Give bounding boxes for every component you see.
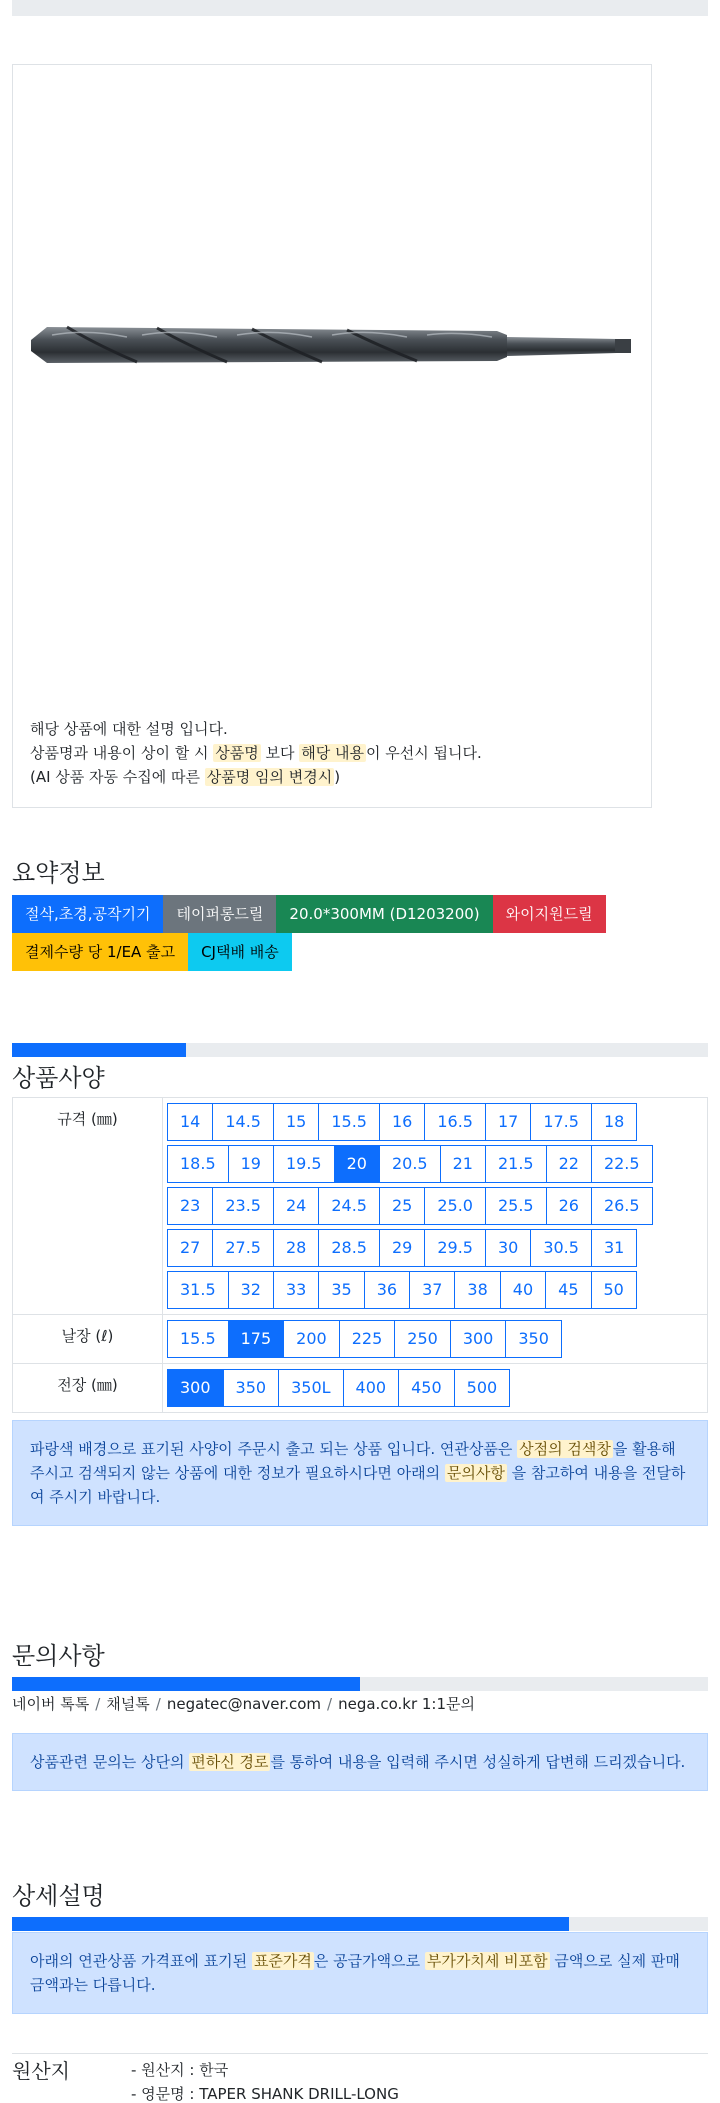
origin-label: 원산지 bbox=[12, 2059, 70, 2083]
summary-badges-row-1 bbox=[12, 895, 606, 933]
size-option[interactable]: 14.5 bbox=[212, 1103, 274, 1141]
summary-title: 요약정보 bbox=[12, 859, 105, 887]
size-option[interactable]: 26 bbox=[546, 1187, 592, 1225]
notice-text: 을 활용해 주시고 검색되지 않는 상품에 대한 정보가 필요하시다면 아래의 bbox=[30, 1440, 676, 1482]
inquiry-progress bbox=[12, 1677, 708, 1691]
spec-label-total: 전장 (㎜) bbox=[13, 1364, 163, 1412]
blade-option[interactable]: 225 bbox=[339, 1320, 396, 1358]
size-option[interactable]: 25.0 bbox=[424, 1187, 486, 1225]
size-option[interactable]: 15 bbox=[273, 1103, 319, 1141]
size-option[interactable]: 38 bbox=[454, 1271, 500, 1309]
size-option[interactable]: 20.5 bbox=[379, 1145, 441, 1183]
total-option[interactable]: 350L bbox=[278, 1369, 343, 1407]
notice-text: 금액으로 실제 판매금액과는 다릅니다. bbox=[30, 1952, 680, 1994]
desc-line-1: 해당 상품에 대한 설명 입니다. bbox=[30, 720, 228, 738]
drill-image bbox=[27, 315, 639, 375]
size-option[interactable]: 17 bbox=[485, 1103, 531, 1141]
spec-progress-fill bbox=[12, 1043, 186, 1057]
size-option[interactable]: 23 bbox=[167, 1187, 213, 1225]
total-option[interactable]: 350 bbox=[223, 1369, 280, 1407]
size-row bbox=[167, 1145, 707, 1183]
desc-line-2 bbox=[30, 741, 482, 765]
size-option[interactable]: 27 bbox=[167, 1229, 213, 1267]
size-option[interactable]: 24 bbox=[273, 1187, 319, 1225]
spec-row-total bbox=[12, 1364, 708, 1413]
spec-row-blade bbox=[12, 1315, 708, 1364]
inquiry-progress-fill bbox=[12, 1677, 360, 1691]
size-option[interactable]: 18 bbox=[591, 1103, 637, 1141]
blade-option[interactable]: 15.5 bbox=[167, 1320, 229, 1358]
notice-text: 상품관련 문의는 상단의 bbox=[30, 1753, 190, 1771]
size-option[interactable]: 29.5 bbox=[424, 1229, 486, 1267]
notice-text: 은 공급가액으로 bbox=[313, 1952, 425, 1970]
size-option[interactable]: 50 bbox=[591, 1271, 637, 1309]
contact-email[interactable]: negatec@naver.com bbox=[166, 1695, 322, 1713]
summary-badge: 20.0*300MM (D1203200) bbox=[276, 895, 492, 933]
desc-text: (AI 상품 자동 수집에 따른 bbox=[30, 768, 205, 786]
size-option[interactable]: 36 bbox=[364, 1271, 410, 1309]
total-option[interactable]: 500 bbox=[454, 1369, 511, 1407]
size-option[interactable]: 24.5 bbox=[318, 1187, 380, 1225]
size-option[interactable]: 21 bbox=[440, 1145, 486, 1183]
blade-option[interactable]: 250 bbox=[394, 1320, 451, 1358]
spec-notice bbox=[12, 1420, 708, 1526]
notice-text: 파랑색 배경으로 표기된 사양이 주문시 출고 되는 상품 입니다. 연관상품은 bbox=[30, 1440, 518, 1458]
size-option[interactable]: 14 bbox=[167, 1103, 213, 1141]
origin-item: - 원산지 : 한국 bbox=[131, 2061, 229, 2079]
desc-text: 이 우선시 됩니다. bbox=[365, 744, 482, 762]
size-option[interactable]: 40 bbox=[500, 1271, 546, 1309]
highlight-name-change: 상품명 임의 변경시 bbox=[206, 768, 333, 786]
summary-badges-row-2 bbox=[12, 933, 292, 971]
spec-label-blade: 날장 (ℓ) bbox=[13, 1315, 163, 1363]
size-option[interactable]: 25.5 bbox=[485, 1187, 547, 1225]
size-option[interactable]: 25 bbox=[379, 1187, 425, 1225]
size-option[interactable]: 26.5 bbox=[591, 1187, 653, 1225]
highlight-standard-price: 표준가격 bbox=[253, 1952, 312, 1970]
origin-list bbox=[131, 2058, 399, 2103]
total-row bbox=[167, 1369, 707, 1407]
highlight-search: 상점의 검색창 bbox=[519, 1440, 611, 1458]
desc-text: 상품명과 내용이 상이 할 시 bbox=[30, 744, 214, 762]
size-option[interactable]: 28.5 bbox=[318, 1229, 380, 1267]
size-option[interactable]: 16.5 bbox=[424, 1103, 486, 1141]
top-bar bbox=[12, 0, 708, 16]
spec-row-size bbox=[12, 1098, 708, 1315]
total-options bbox=[163, 1364, 707, 1412]
detail-notice bbox=[12, 1932, 708, 2014]
size-option[interactable]: 32 bbox=[228, 1271, 274, 1309]
detail-title: 상세설명 bbox=[12, 1882, 105, 1910]
highlight-inquiry: 문의사항 bbox=[446, 1464, 505, 1482]
product-description bbox=[30, 717, 482, 789]
highlight-route: 편하신 경로 bbox=[191, 1753, 269, 1771]
size-option[interactable]: 21.5 bbox=[485, 1145, 547, 1183]
contact-site-inquiry[interactable]: nega.co.kr 1:1문의 bbox=[338, 1695, 475, 1713]
size-option[interactable]: 16 bbox=[379, 1103, 425, 1141]
blade-options bbox=[163, 1315, 707, 1363]
size-option[interactable]: 19.5 bbox=[273, 1145, 335, 1183]
size-row bbox=[167, 1103, 707, 1141]
inquiry-title: 문의사항 bbox=[12, 1642, 105, 1670]
contact-links bbox=[12, 1693, 475, 1714]
size-option[interactable]: 35 bbox=[318, 1271, 364, 1309]
summary-badge: 절삭,초경,공작기기 bbox=[12, 895, 163, 933]
notice-text: 을 참고하여 내용을 전달하여 주시기 바랍니다. bbox=[30, 1464, 686, 1506]
size-option[interactable]: 31 bbox=[591, 1229, 637, 1267]
size-row bbox=[167, 1187, 707, 1225]
size-row bbox=[167, 1229, 707, 1267]
total-option[interactable]: 300 bbox=[167, 1369, 224, 1407]
blade-option[interactable]: 300 bbox=[450, 1320, 507, 1358]
notice-text: 를 통하여 내용을 입력해 주시면 성실하게 답변해 드리겠습니다. bbox=[270, 1753, 686, 1771]
size-option[interactable]: 33 bbox=[273, 1271, 319, 1309]
blade-option[interactable]: 175 bbox=[228, 1320, 285, 1358]
size-option[interactable]: 31.5 bbox=[167, 1271, 229, 1309]
summary-badge: 와이지원드릴 bbox=[493, 895, 606, 933]
product-image-card bbox=[12, 64, 652, 808]
spec-label-size: 규격 (㎜) bbox=[13, 1098, 163, 1314]
size-option[interactable]: 15.5 bbox=[318, 1103, 380, 1141]
spec-title: 상품사양 bbox=[12, 1064, 105, 1092]
contact-naver-talk[interactable]: 네이버 톡톡 bbox=[12, 1695, 90, 1713]
summary-badge: CJ택배 배송 bbox=[188, 933, 292, 971]
size-option[interactable]: 20 bbox=[334, 1145, 380, 1183]
inquiry-notice bbox=[12, 1733, 708, 1791]
size-option[interactable]: 22.5 bbox=[591, 1145, 653, 1183]
detail-progress bbox=[12, 1917, 708, 1931]
size-option[interactable]: 28 bbox=[273, 1229, 319, 1267]
total-option[interactable]: 450 bbox=[398, 1369, 455, 1407]
size-row bbox=[167, 1271, 707, 1309]
notice-text: 아래의 연관상품 가격표에 표기된 bbox=[30, 1952, 252, 1970]
origin-divider bbox=[12, 2053, 708, 2054]
highlight-product-name: 상품명 bbox=[215, 744, 259, 762]
size-option[interactable]: 18.5 bbox=[167, 1145, 229, 1183]
size-option[interactable]: 30.5 bbox=[530, 1229, 592, 1267]
summary-badge: 테이퍼롱드릴 bbox=[163, 895, 276, 933]
origin-item: - 영문명 : TAPER SHANK DRILL-LONG bbox=[131, 2085, 399, 2103]
desc-line-3 bbox=[30, 765, 482, 789]
size-option[interactable]: 23.5 bbox=[212, 1187, 274, 1225]
size-options bbox=[163, 1098, 707, 1314]
size-option[interactable]: 30 bbox=[485, 1229, 531, 1267]
summary-badge: 결제수량 당 1/EA 출고 bbox=[12, 933, 188, 971]
size-option[interactable]: 45 bbox=[545, 1271, 591, 1309]
desc-text: ) bbox=[334, 768, 341, 786]
total-option[interactable]: 400 bbox=[343, 1369, 400, 1407]
blade-row bbox=[167, 1320, 707, 1358]
desc-text: 보다 bbox=[260, 744, 300, 762]
separator: / bbox=[327, 1695, 333, 1713]
size-option[interactable]: 17.5 bbox=[530, 1103, 592, 1141]
blade-option[interactable]: 200 bbox=[283, 1320, 340, 1358]
size-option[interactable]: 19 bbox=[228, 1145, 274, 1183]
size-option[interactable]: 22 bbox=[546, 1145, 592, 1183]
size-option[interactable]: 27.5 bbox=[212, 1229, 274, 1267]
highlight-content: 해당 내용 bbox=[301, 744, 364, 762]
spec-table bbox=[12, 1097, 708, 1413]
separator: / bbox=[95, 1695, 101, 1713]
detail-progress-fill bbox=[12, 1917, 569, 1931]
blade-option[interactable]: 350 bbox=[505, 1320, 562, 1358]
spec-progress bbox=[12, 1043, 708, 1057]
size-option[interactable]: 37 bbox=[409, 1271, 455, 1309]
size-option[interactable]: 29 bbox=[379, 1229, 425, 1267]
contact-channel-talk[interactable]: 채널톡 bbox=[106, 1695, 150, 1713]
separator: / bbox=[155, 1695, 161, 1713]
highlight-vat-excluded: 부가가치세 비포함 bbox=[426, 1952, 548, 1970]
